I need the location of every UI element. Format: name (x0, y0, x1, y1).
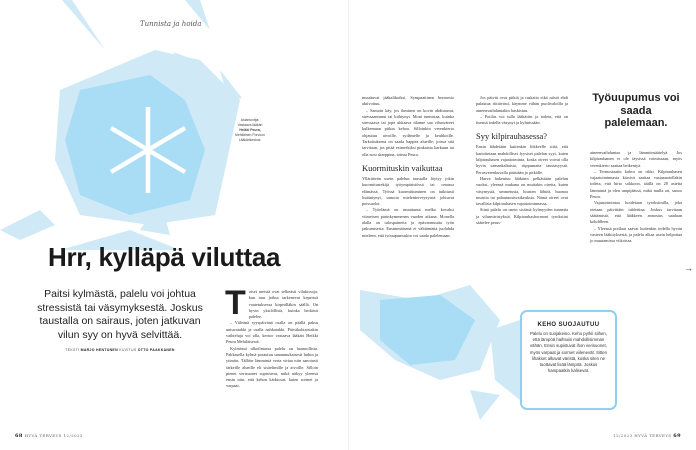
info-box-text: Palelu on suojakeino. Keho pyrkii siihen, että lämpöä haihtuisi mahdollisimman vähän. Ensin supistuvat ihon verisuonet, myös varpaat ja sormet viilenevät. Sitten lihakset alkavat väristä, koska siten ne tuottavat lisää lämpöä. Joskus hampaatkin kalisevat. (529, 331, 608, 374)
section-label: Tunnista ja hoida (140, 20, 202, 28)
page-number: 68 (15, 433, 23, 439)
byline-label: KUVITUS (119, 348, 137, 352)
caption-line: Mehiläinen Porvoon (235, 133, 265, 137)
caption-line: Vastaava lääkäri (237, 123, 263, 127)
column-3 (476, 95, 568, 226)
paragraph: Jos päivät ovat pitkiä ja raskaita eikä niistä ehdi palautua riittävästi, käymme vähän puolivaloilla ja aineenvaihduntakin laiskistuu. (476, 95, 568, 113)
magazine-issue: 12/2023 HYVÄ TERVEYS (613, 433, 672, 438)
article-title: Hrr, kylläpä viluttaa (48, 242, 281, 272)
byline (40, 348, 200, 352)
caption-line: Asiantuntija: (240, 118, 260, 122)
paragraph: – Potilas voi tulla lääkäriin ja todeta, että on itsensä todella väsynyt ja kylmissään. (476, 113, 568, 126)
paragraph: Vajaatoimintaa hoidetaan tyroksiinilla, joka otetaan päivittäin tablettina. Joskus tarvitaan säätämistä, että lääkkeen annostus saadaan kohdilleen. (590, 200, 682, 225)
paragraph: aineenvaihduntaa ja lämmönsäätelyä. Jos kilpirauhanen ei ole täysissä voimissaan, myös verenkierto saattaa heikentyä. (590, 150, 682, 168)
caption-name: Heikki Peura, (239, 128, 261, 132)
column-2 (362, 95, 454, 239)
paragraph: Siinä palelu on usein sisäistä kylmyyden tunnetta ja vilunväristyksiä. Kilpirauhashormoni tyroksiini säätelee perus- (476, 207, 568, 226)
paragraph: oiset meistä ovat selkeästi vilukissoja, kun taas jotkut tarkenevat kepeissä vaatetuksessa kirpeälläkin säällä. On hyvin yksilöllistä, kuinka herkästi palelee. (248, 289, 318, 320)
illustrator-name: OTTO PAAKKANEN (137, 348, 175, 352)
lead-paragraph: Paitsi kylmästä, palelu voi johtua stressistä tai väsymyksestä. Joskus taustalla on sairaus, joten jatkuvan vilun syy on hyvä selvittää. (37, 288, 203, 341)
continue-arrow-icon: → (684, 263, 693, 273)
byline-label: TEKSTI (65, 348, 80, 352)
page-divider (348, 0, 349, 450)
subheading: Syy kilpirauhasessa? (476, 131, 548, 142)
paragraph: muuttuvat jääkalikoiksi. Sympaattinen hermosto aktivoituu. (362, 95, 454, 107)
drop-cap: T (225, 284, 246, 322)
folio-left (15, 433, 83, 439)
paragraph: – Yleensä potilaat saavat kuitenkin todella hyvän vasteen lääkityksestä, ja palelu alkaa usein helpottaa jo muutamissa viikoissa. (590, 225, 682, 244)
paragraph: – Termostaatin kahva on rikki. Kilpirauhasen vajaatoiminnasta kärsivä saattaa vastaanotollakin todeta, että hirto sokkoon, täällä on 28 astetta lämmintä ja olen umpijäässä, mikä mulla on, sanoo Peura. (590, 168, 682, 200)
author-name: MARJO HENTUNEN (80, 348, 118, 352)
subheading: Kuormituskin vaikuttaa (362, 162, 443, 173)
caption-line: Lääkärikeskus. (238, 138, 262, 142)
paragraph: – Työelämä on muuttunut melko kovaksi viimeisen parinkymmenen vuoden aikana. Monella alalla on tulospaineita ja epävarmuutta työn jatkumisesta. Ensimmäisenä ei välttämättä juolahda mieleen, että työuupumuskin voi saada palelemaan. (362, 207, 454, 238)
column-1 (225, 284, 318, 390)
folio-right (613, 433, 681, 439)
magazine-issue: HYVÄ TERVEYS 12/2023 (24, 433, 83, 438)
paragraph: – Viileänä syyspäivänä osalla on päällä paksu untuvatakki ja osalla nahkatakki. Päiväkohtaisiakin vaihteluja voi olla, kertoo vastaava lääkäri Heikki Peura Mehiläisestä. (226, 320, 318, 345)
paragraph: Kylmässä ulkoilmassa palelu on luonnollista. Pakkasella kylmä porautuu sananmukaisesti luihin ja ytimiin. Tällöin lämmintä verta virtaa niin sanotusti tärkeille alueille eli sisäelimille ja aivoille. Silloin pienet verisuonet supistuvat, mikä näkyy yleensä ensin niin, että kehon kärkiosat, kuten sormet ja varpaat, (226, 345, 318, 389)
pull-quote: Työuupumus voi saada palelemaan. (592, 92, 680, 129)
page-number: 69 (673, 433, 681, 439)
paragraph: Ylläräävän usein palelun taustalla löytyy jokin kuormitustekijä työympäristössä tai omassa elämässä. Työssä kuormittuminen on tutkitusti lisääntynyt, samoin mielenterveysyistä johtuvat poissaolot. (362, 175, 454, 207)
paragraph: – Samoin käy, jos ihminen on kovin ahdistunut, stressaantunut tai kiihtynyt. Moni tunnistaa, kuinka stressaava tai jopa uhkaava tilanne saa vilunväreet kulkemaan pitkin kehoa. Silloinkin verenkierto ohjautuu aivoille, sydämelle ja keuhkoille. Tarkoituksena on saada happea alueille, joissa sitä tarvitaan, jos pitää esimerkiksi pinkaista karkuun tai olla nosi skarppina, toteaa Peura. (362, 107, 454, 157)
info-box (520, 310, 617, 410)
info-box-title: KEHO SUOJAUTUU (537, 322, 600, 328)
expert-caption (230, 118, 270, 143)
paragraph: Ensin lähdetään kuitenkin liikkeelle siitä, että kartoitetaan mahdolliset fyysiset palelun syyt, kuten kilpirauhasen vajaatoiminta, koska oireet voivat olla hyvin samankaltaisia, riippumatta taustasyystä. Perusverenkuvalla päästään jo pitkälle. (476, 144, 568, 175)
paragraph: Harva hakeutuu lääkärin pelkästään palelun vuoksi, yleensä mukana on muitakin oireita, kuten väsymystä, ummetusta, hiusten lähtöä, huonoa muistia tai palautumisvaikeuksia. Nämä oireet ovat tavallisia kilpirauhasen vajaatoiminnassa. (476, 175, 568, 207)
column-4 (590, 150, 682, 244)
